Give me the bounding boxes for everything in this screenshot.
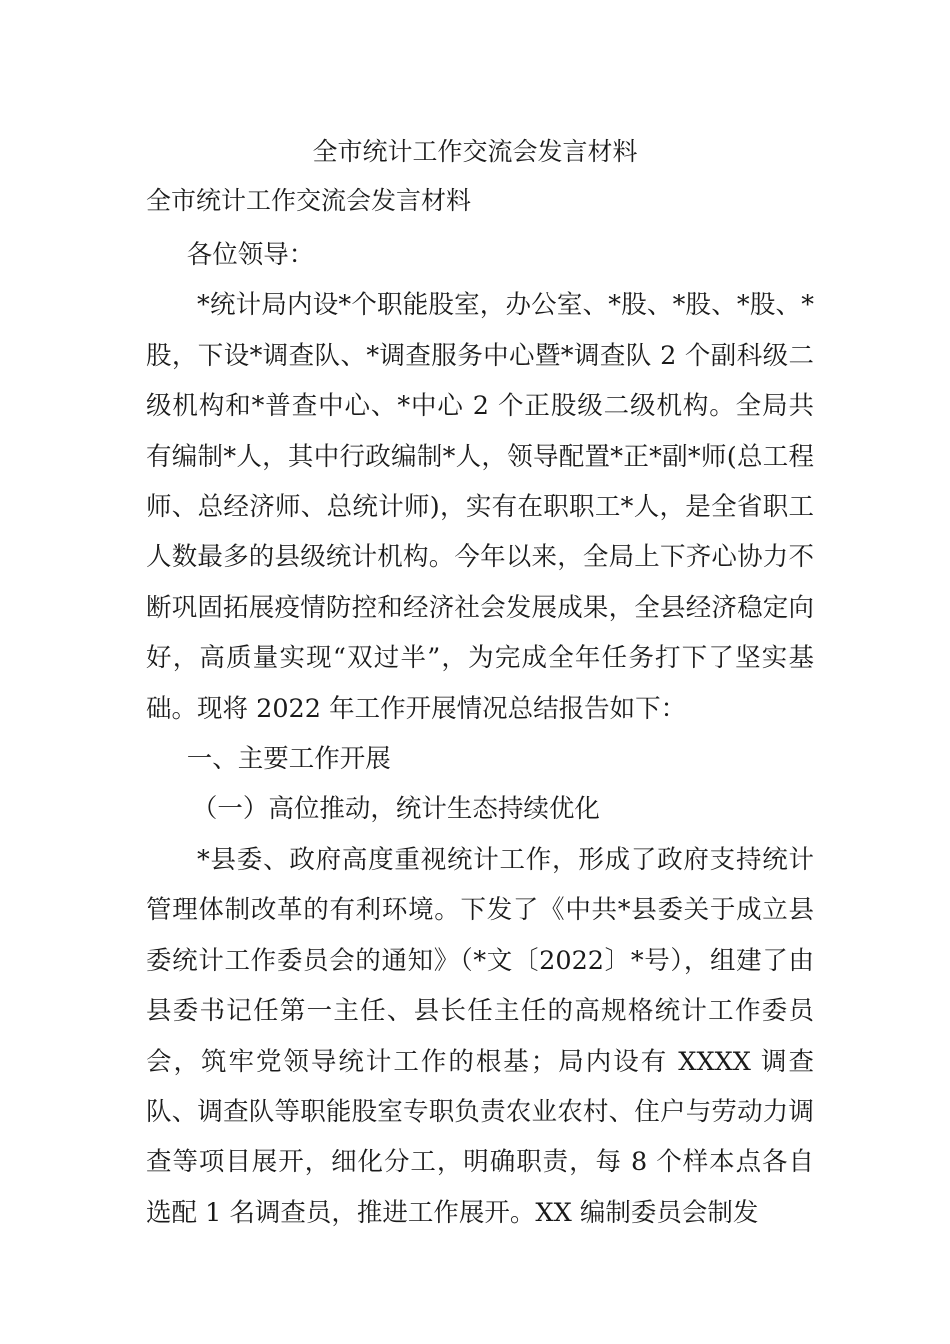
document-title: 全市统计工作交流会发言材料	[312, 137, 638, 166]
subsection-heading: （一）高位推动，统计生态持续优化	[191, 794, 600, 825]
section-heading: 一、主要工作开展	[186, 744, 391, 775]
paragraph-body: *县委、政府高度重视统计工作，形成了政府支持统计管理体制改革的有利环境。下发了《中共*县委关于成立县委统计工作委员会的通知》（*文〔2022〕*号），组建了由县委书记任第一主任、县长任主任的高规格统计工作委员会，筑牢党领导统计工作的根基；局内设有 XXXX 调查队、调查队等职能股室专职负责农业农村、住户与劳动力调查等项目展开，细化分工，明确职责，每 8 个样本点各自选配 1 名调查员，推进工作展开。XX 编制委员会制发	[146, 844, 814, 1228]
paragraph-intro: *统计局内设*个职能股室，办公室、*股、*股、*股、*股，下设*调查队、*调查服务中心暨*调查队 2 个副科级二级机构和*普查中心、*中心 2 个正股级二级机构。全局共有编制*人，其中行政编制*人，领导配置*正*副*师(总工程师、总经济师、总统计师)，实有在职职工*人，是全省职工人数最多的县级统计机构。今年以来，全局上下齐心协力不断巩固拓展疫情防控和经济社会发展成果，全县经济稳定向好，高质量实现“双过半”，为完成全年任务打下了坚实基础。现将 2022 年工作开展情况总结报告如下：	[146, 290, 814, 724]
document-body	[146, 230, 814, 1238]
document-subtitle: 全市统计工作交流会发言材料	[146, 186, 472, 215]
salutation: 各位领导：	[186, 240, 315, 270]
